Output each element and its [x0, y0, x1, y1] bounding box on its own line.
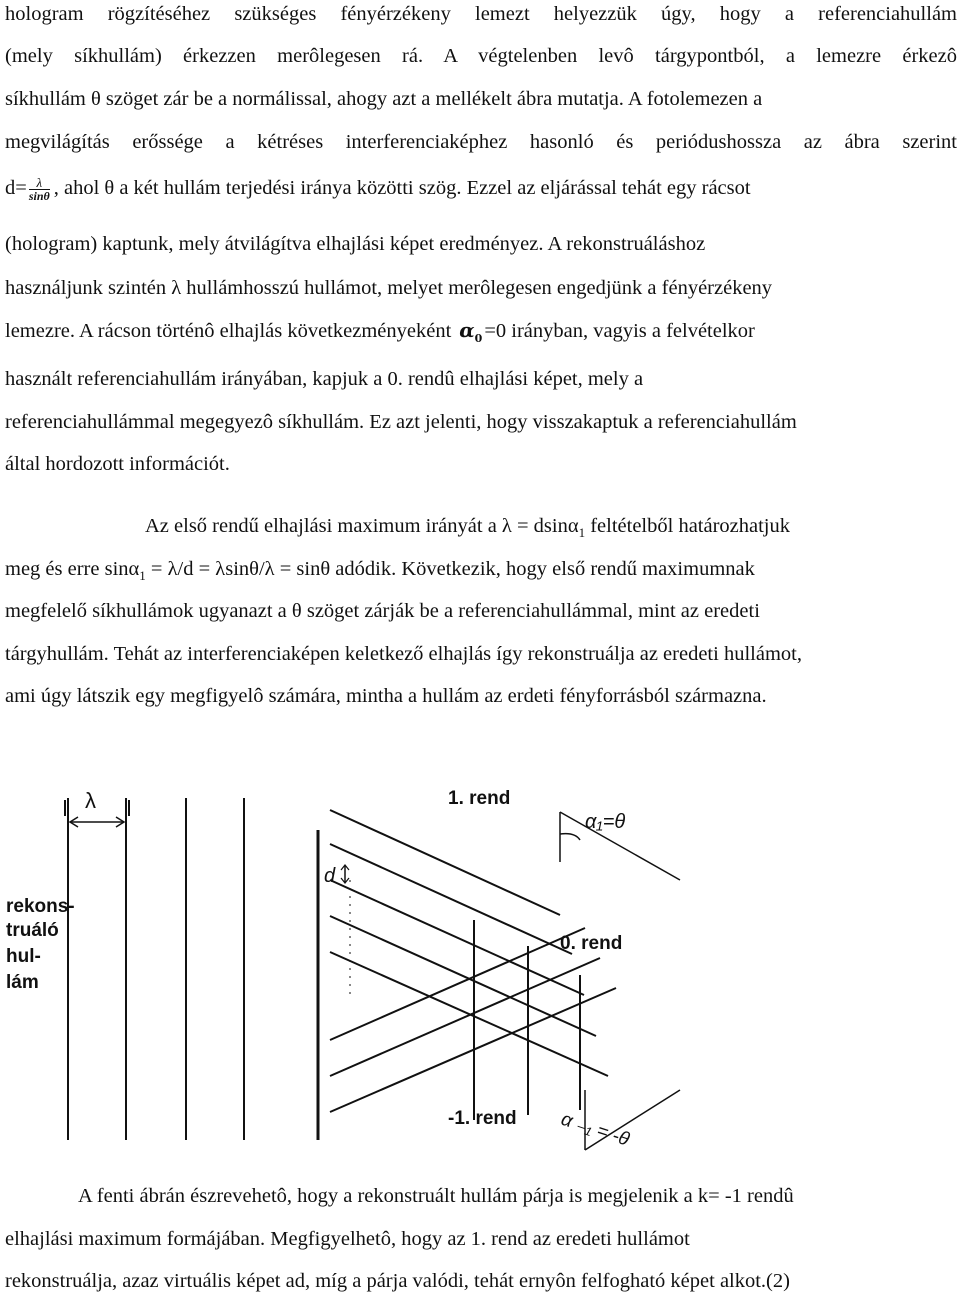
- alpha-one-theta-label: α₁=θ: [585, 811, 626, 833]
- text-fragment: Az első rendű elhajlási maximum irányát a λ = dsinα: [145, 515, 579, 537]
- text-fragment: d=: [5, 177, 27, 200]
- first-order-wavefront: [330, 844, 572, 954]
- minus-first-order-wavefront: [330, 928, 585, 1040]
- text-fragment: =0 irányban, vagyis a felvételkor: [484, 320, 755, 342]
- first-order-wavefront: [330, 810, 560, 915]
- text-line: síkhullám θ szöget zár be a normálissal, ahogy azt a mellékelt ábra mutatja. A fotolemezen a: [5, 88, 763, 110]
- order-minus-one-label: -1. rend: [448, 1108, 517, 1129]
- wave-label-line: rekons-: [6, 896, 75, 917]
- text-line: ami úgy látszik egy megfigyelô számára, mintha a hullám az erdeti fényforrásból származna.: [5, 685, 767, 707]
- text-line-with-formula: [5, 176, 957, 203]
- order-zero-label: 0. rend: [560, 933, 623, 954]
- fraction-formula: [29, 176, 50, 203]
- order-plus-one-label: 1. rend: [448, 788, 511, 809]
- text-fragment: , ahol θ a két hullám terjedési iránya közötti szög. Ezzel az eljárással tehát egy rácsot: [53, 177, 751, 200]
- text-fragment: = λ/d = λsinθ/λ = sinθ adódik. Következik, hogy első rendű maximumnak: [145, 558, 755, 580]
- text-line: (hologram) kaptunk, mely átvilágítva elhajlási képet eredményez. A rekonstruáláshoz: [5, 233, 706, 255]
- subscript: 1: [139, 568, 146, 584]
- minus-first-order-wavefront: [330, 958, 600, 1076]
- text-line: által hordozott információt.: [5, 453, 230, 475]
- alpha-minus-one-theta-label: α ₋₁ = -θ: [558, 1108, 632, 1151]
- text-line: tárgyhullám. Tehát az interferenciaképen keletkező elhajlás így rekonstruálja az eredeti hullámot,: [5, 643, 802, 665]
- text-line: megvilágítás erőssége a kétréses interferenciaképhez hasonló és periódushossza az ábra szerint: [5, 131, 957, 153]
- diffraction-figure: [0, 770, 960, 1170]
- fraction-denominator: sinθ: [28, 189, 50, 203]
- wave-label-line: lám: [6, 972, 39, 993]
- first-order-wavefront: [330, 880, 584, 995]
- text-fragment: meg és erre sinα: [5, 558, 140, 580]
- text-line: hologram rögzítéséhez szükséges fényérzékeny lemezt helyezzük úgy, hogy a referenciahullám: [5, 3, 957, 25]
- text-fragment: feltételből határozhatjuk: [585, 515, 791, 537]
- text-line: [5, 557, 957, 588]
- text-line: megfelelő síkhullámok ugyanazt a θ szöget zárják be a referenciahullámmal, mint az eredeti: [5, 600, 760, 622]
- text-line: rekonstruálja, azaz virtuális képet ad, míg a párja valódi, tehát ernyôn felfogható képet alkot.(2): [5, 1270, 790, 1292]
- text-line: (mely síkhullám) érkezzen merôlegesen rá. A végtelenben levô tárgypontból, a lemezre érkezô: [5, 45, 957, 67]
- text-fragment: lemezre. A rácson történô elhajlás következményeként: [5, 320, 452, 342]
- lambda-label: λ: [85, 788, 96, 813]
- text-line: referenciahullámmal megegyezô síkhullám. Ez azt jelenti, hogy visszakaptuk a referenciahullám: [5, 411, 797, 433]
- alpha-zero-symbol: $\alpha_0$: [459, 318, 483, 345]
- text-line-with-formula: [5, 318, 957, 351]
- text-line: használt referenciahullám irányában, kapjuk a 0. rendû elhajlási képet, mely a: [5, 368, 644, 390]
- text-line: A fenti ábrán észrevehetô, hogy a rekonstruált hullám párja is megjelenik a k= -1 rendû: [78, 1185, 794, 1207]
- text-line: elhajlási maximum formájában. Megfigyelhetô, hogy az 1. rend az eredeti hullámot: [5, 1228, 690, 1250]
- text-line: [145, 514, 957, 545]
- text-line: használjunk szintén λ hullámhosszú hullámot, melyet merôlegesen engedjünk a fényérzékeny: [5, 277, 773, 299]
- wave-label-line: truáló: [6, 920, 59, 941]
- wave-label-line: hul-: [6, 946, 41, 967]
- d-label: d: [324, 865, 336, 887]
- fraction-numerator: λ: [29, 176, 50, 190]
- subscript: 1: [578, 525, 586, 541]
